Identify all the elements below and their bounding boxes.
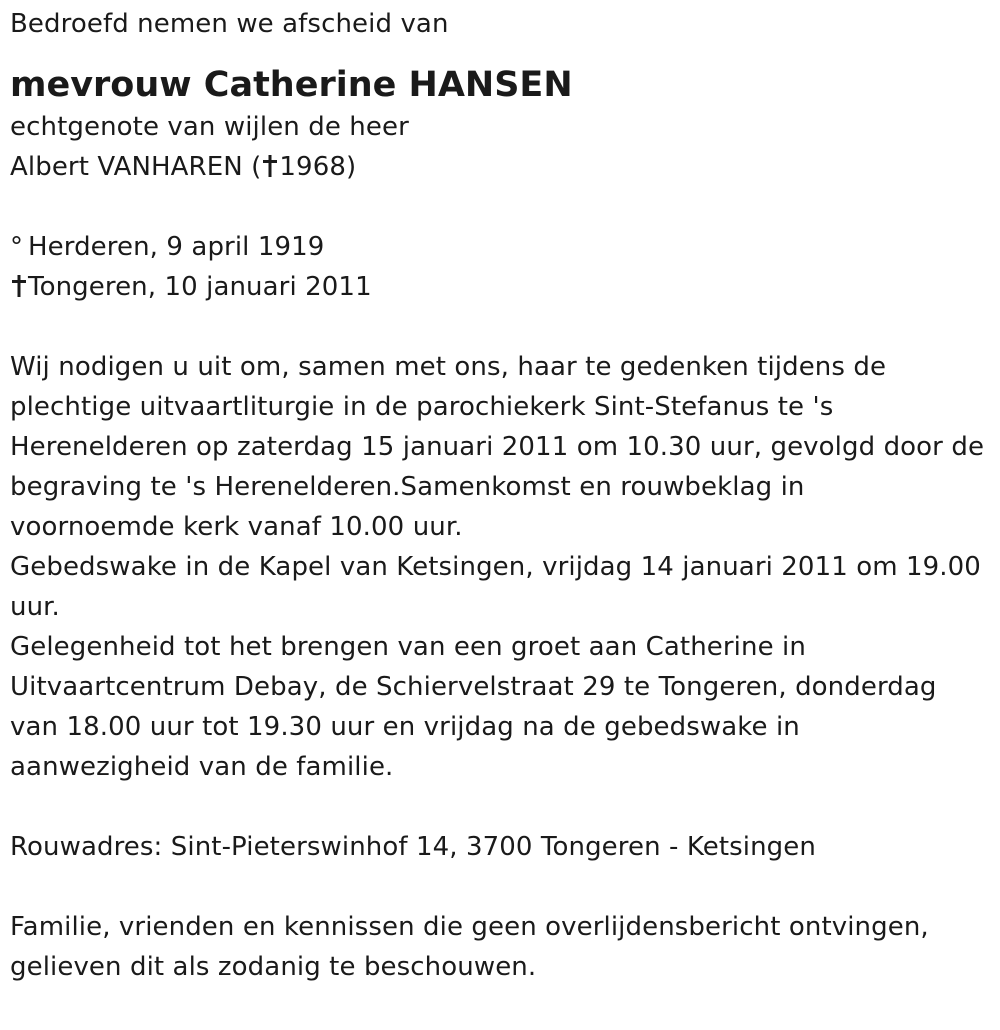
paragraph-line: van 18.00 uur tot 19.30 uur en vrijdag na de gebedswake in [10,712,800,742]
paragraph-line: Uitvaartcentrum Debay, de Schiervelstraat 29 te Tongeren, donderdag [10,672,937,702]
death-line [10,267,995,307]
spouse-line [10,147,995,187]
deceased-name: mevrouw Catherine HANSEN [10,65,573,105]
birth-line [10,227,995,267]
obituary-notice [10,4,995,987]
spouse-name: Albert VANHAREN ( [10,152,262,182]
paragraph-line: Gebedswake in de Kapel van Ketsingen, vrijdag 14 januari 2011 om 19.00 [10,552,981,582]
spacer [10,307,995,347]
mourning-address: Rouwadres: Sint-Pieterswinhof 14, 3700 Tongeren - Ketsingen [10,832,816,862]
paragraph-line: begraving te 's Herenelderen.Samenkomst en rouwbeklag in [10,472,805,502]
paragraph-line: uur. [10,592,60,622]
closing-paragraph [10,907,995,987]
spacer [10,787,995,827]
spacer [10,187,995,227]
paragraph-line: Gelegenheid tot het brengen van een groet aan Catherine in [10,632,806,662]
intro-text: Bedroefd nemen we afscheid van [10,9,449,39]
paragraph-line: Herenelderen op zaterdag 15 januari 2011 om 10.30 uur, gevolgd door de [10,432,985,462]
paragraph-line: Wij nodigen u uit om, samen met ons, haar te gedenken tijdens de [10,352,887,382]
spouse-death-year: 1968) [279,152,357,182]
birth-symbol: ° [10,232,24,262]
birth-text: Herderen, 9 april 1919 [28,232,325,262]
paragraph-line: aanwezigheid van de familie. [10,752,394,782]
death-text: Tongeren, 10 januari 2011 [28,272,372,302]
paragraph-line: voornoemde kerk vanaf 10.00 uur. [10,512,463,542]
cross-icon [10,267,28,307]
spacer [10,867,995,907]
invitation-paragraph [10,347,995,787]
relation-text: echtgenote van wijlen de heer [10,112,409,142]
paragraph-line: gelieven dit als zodanig te beschouwen. [10,952,537,982]
cross-icon [261,147,279,187]
paragraph-line: plechtige uitvaartliturgie in de parochiekerk Sint-Stefanus te 's [10,392,834,422]
paragraph-line: Familie, vrienden en kennissen die geen overlijdensbericht ontvingen, [10,912,929,942]
